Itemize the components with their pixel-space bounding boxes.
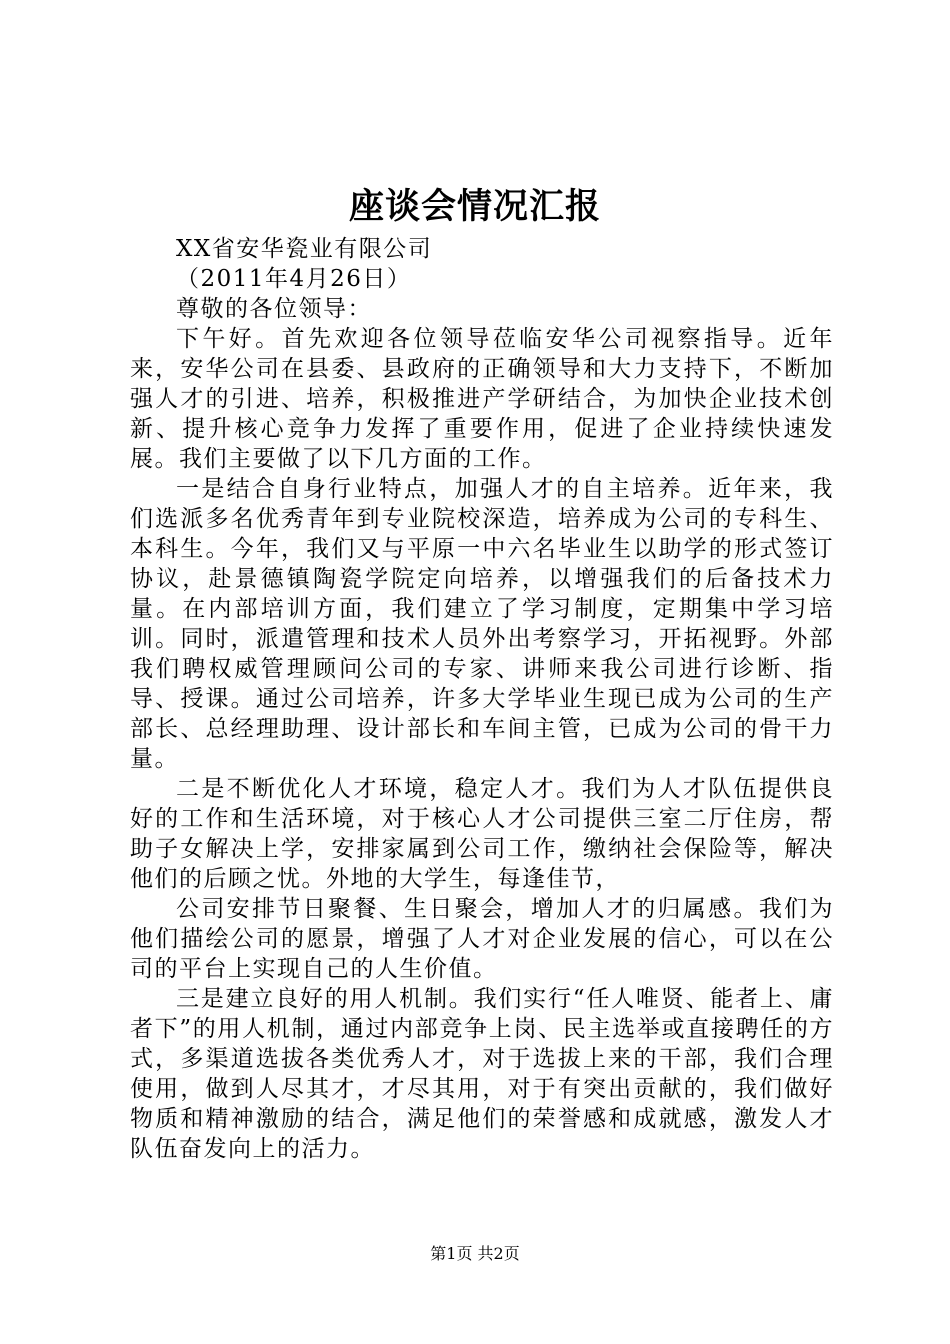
report-date: （2011年4月26日）	[176, 266, 412, 292]
paragraph: 二是不断优化人才环境，稳定人才。我们为人才队伍提供良好的工作和生活环境，对于核心人才公司提供三室二厅住房，帮助子女解决上学，安排家属到公司工作，缴纳社会保险等，解决他们的后顾之忧。外地的大学生，每逢佳节，	[130, 776, 834, 892]
company-name: XX省安华瓷业有限公司	[176, 236, 433, 262]
paragraph: 下午好。首先欢迎各位领导莅临安华公司视察指导。近年来，安华公司在县委、县政府的正确领导和大力支持下，不断加强人才的引进、培养，积极推进产学研结合，为加快企业技术创新、提升核心竞争力发挥了重要作用，促进了企业持续快速发展。我们主要做了以下几方面的工作。	[130, 326, 834, 472]
salutation: 尊敬的各位领导：	[176, 296, 372, 322]
page-footer: 第1页 共2页	[430, 1244, 520, 1263]
paragraph: 三是建立良好的用人机制。我们实行“任人唯贤、能者上、庸者下”的用人机制，通过内部竞争上岗、民主选举或直接聘任的方式，多渠道选拔各类优秀人才，对于选拔上来的干部，我们合理使用，做到人尽其才，才尽其用，对于有突出贡献的，我们做好物质和精神激励的结合，满足他们的荣誉感和成就感，激发人才队伍奋发向上的活力。	[130, 986, 834, 1162]
paragraph: 公司安排节日聚餐、生日聚会，增加人才的归属感。我们为他们描绘公司的愿景，增强了人才对企业发展的信心，可以在公司的平台上实现自己的人生价值。	[130, 896, 834, 982]
document-title: 座谈会情况汇报	[348, 186, 601, 227]
document-body	[130, 234, 834, 1164]
paragraph: 一是结合自身行业特点，加强人才的自主培养。近年来，我们选派多名优秀青年到专业院校深造，培养成为公司的专科生、本科生。今年，我们又与平原一中六名毕业生以助学的形式签订协议，赴景德镇陶瓷学院定向培养，以增强我们的后备技术力量。在内部培训方面，我们建立了学习制度，定期集中学习培训。同时，派遣管理和技术人员外出考察学习，开拓视野。外部我们聘权威管理顾问公司的专家、讲师来我公司进行诊断、指导、授课。通过公司培养，许多大学毕业生现已成为公司的生产部长、总经理助理、设计部长和车间主管，已成为公司的骨干力量。	[130, 476, 834, 772]
